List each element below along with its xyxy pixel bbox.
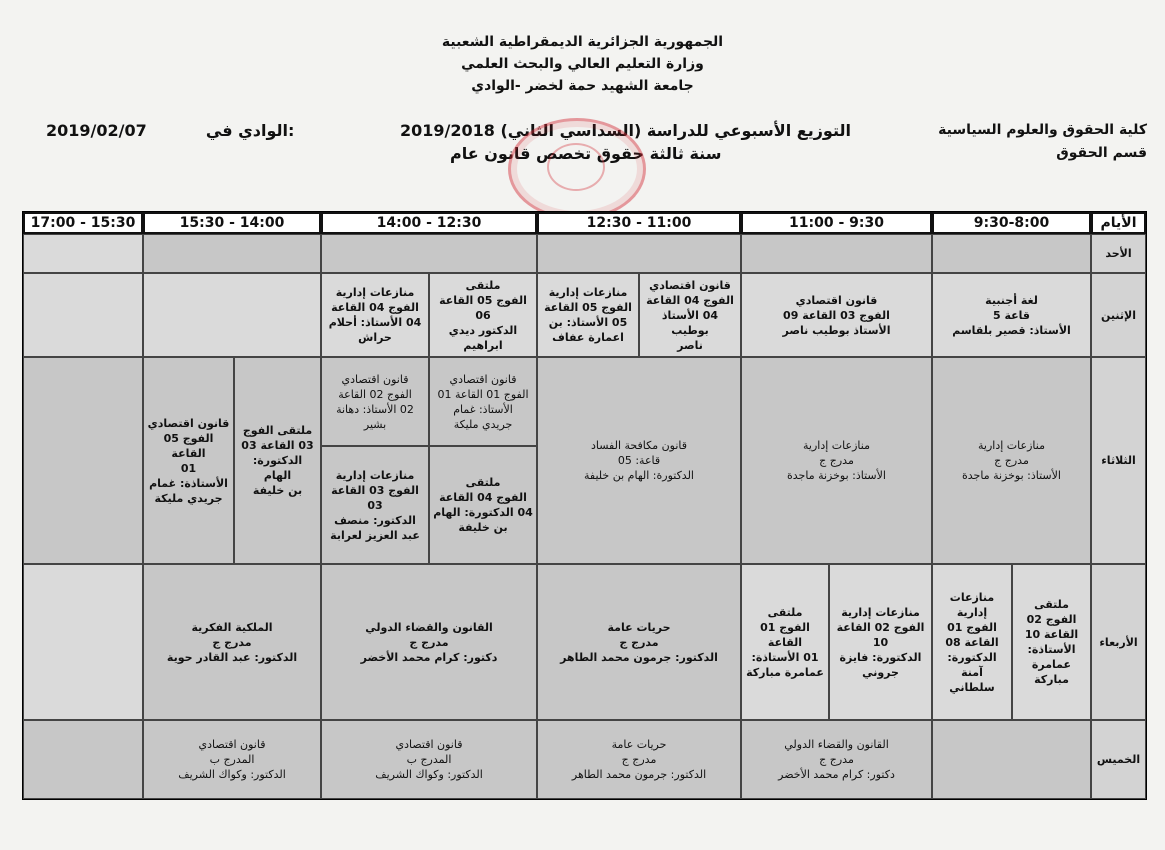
day-monday: الإثنين	[1091, 273, 1146, 357]
day-sunday: الأحد	[1091, 234, 1146, 273]
course-name: قانون اقتصادي	[147, 416, 230, 430]
slot-header-1: 9:30-8:00	[932, 212, 1091, 234]
room-number: 01	[180, 461, 197, 475]
teacher: دكتور: كرام محمد الأخضر	[360, 650, 498, 664]
timetable	[22, 211, 1147, 800]
university-title: جامعة الشهيد حمة لخضر -الوادي	[471, 78, 694, 94]
group-room: الفوج 01 القاعة	[760, 620, 810, 649]
room: مدرج ج	[994, 454, 1029, 467]
group-room: الفوج 01 القاعة 01	[437, 387, 529, 401]
session-cell	[537, 273, 639, 357]
session-cell	[639, 273, 741, 357]
course-name: قانون اقتصادي	[795, 293, 878, 307]
empty-cell	[932, 234, 1091, 273]
course-name: منازعات إدارية	[949, 590, 995, 619]
course-name: منازعات إدارية	[335, 286, 415, 299]
group-room: الفوج 05 القاعة	[544, 301, 632, 314]
teacher-cont: جريدي مليكة	[154, 491, 223, 505]
room: مدرج ج	[819, 753, 854, 766]
day-wednesday: الأربعاء	[1091, 564, 1146, 720]
empty-cell	[23, 234, 143, 273]
group-room: الفوج 04 القاعة	[331, 301, 419, 314]
room: مدرج ج	[212, 635, 252, 649]
group: الفوج 01	[947, 620, 997, 634]
group-room: الفوج 05 القاعة	[163, 431, 214, 460]
course-name: قانون مكافحة الفساد	[590, 439, 688, 452]
teacher: الدكتور: وكواك الشريف	[178, 768, 286, 781]
teacher: 04 الدكتورة: الهام	[433, 506, 533, 519]
room: قاعة 5	[993, 308, 1031, 322]
room: المدرج ب	[209, 753, 255, 766]
teacher: 05 الأستاذ: بن	[548, 316, 628, 329]
room: القاعة 10	[1024, 628, 1079, 641]
course-name: قانون اقتصادي	[649, 278, 731, 292]
place-date-label: الوادي في:	[205, 121, 295, 140]
teacher: الأستاذة:	[1027, 643, 1076, 656]
session-cell	[829, 564, 932, 720]
faculty-name: كلية الحقوق والعلوم السياسية	[938, 122, 1147, 138]
empty-cell	[741, 234, 932, 273]
course-name: ملتقى الفوج	[242, 424, 313, 437]
session-cell	[741, 720, 932, 799]
teacher: 04 الأستاذ بوطيب	[661, 308, 719, 337]
teacher: الأستاذ: بوخزنة ماجدة	[962, 469, 1061, 482]
teacher: الأستاذة: غمام	[149, 476, 228, 490]
teacher: الأستاذ: قصير بلقاسم	[952, 323, 1071, 337]
session-cell	[741, 273, 932, 357]
teacher-cont: اعمارة عفاف	[552, 331, 624, 344]
teacher: الدكتور: منصف	[334, 513, 416, 527]
course-name: منازعات إدارية	[335, 468, 415, 482]
schedule-subtitle: سنة ثالثة حقوق تخصص قانون عام	[450, 144, 722, 163]
teacher-cont: جروني	[862, 665, 899, 679]
teacher-cont: ناصر	[677, 338, 703, 352]
empty-cell	[143, 273, 321, 357]
teacher: الأستاذ: بوخزنة ماجدة	[787, 469, 886, 482]
course-name: منازعات إدارية	[978, 439, 1045, 452]
teacher-cont: سلطاني	[949, 680, 995, 694]
teacher-cont: جريدي مليكة	[453, 417, 513, 431]
room: مدرج ج	[619, 635, 659, 649]
teacher-cont: عمامرة مباركة	[746, 665, 824, 679]
course-name: ملتقى	[465, 476, 501, 489]
official-stamp	[508, 118, 646, 220]
teacher: الدكتورة: آمنة	[947, 650, 997, 679]
course-name: لغة أجنبية	[985, 293, 1038, 307]
session-cell	[143, 357, 234, 564]
group-room: 03 القاعة 03	[241, 439, 314, 452]
session-cell	[1012, 564, 1091, 720]
room: مدرج ج	[621, 753, 657, 766]
teacher-cont: حراش	[358, 331, 392, 344]
slot-header-2: 11:00 - 9:30	[741, 212, 932, 234]
empty-cell	[321, 234, 537, 273]
group: الفوج 02	[1026, 613, 1077, 626]
course-name: منازعات إدارية	[841, 605, 920, 619]
group-room: الفوج 03 القاعة 03	[331, 483, 419, 512]
course-name: منازعات إدارية	[803, 439, 870, 452]
teacher: الدكتور ديدي ابراهيم	[448, 323, 518, 352]
course-name: قانون اقتصادي	[449, 372, 517, 386]
session-cell	[429, 357, 537, 446]
room: الفوج 03 القاعة 09	[783, 308, 890, 322]
session-cell	[321, 720, 537, 799]
empty-cell	[537, 234, 741, 273]
group-room: الفوج 02 القاعة	[338, 387, 412, 401]
republic-title: الجمهورية الجزائرية الديمقراطية الشعبية	[441, 34, 724, 50]
session-cell	[429, 446, 537, 564]
day-thursday: الخميس	[1091, 720, 1146, 799]
slot-header-4: 14:00 - 12:30	[321, 212, 537, 234]
teacher: الدكتورة: الهام بن خليفة	[584, 469, 694, 482]
room: مدرج ج	[409, 635, 449, 649]
teacher-cont: عبد العزيز لعرابة	[330, 528, 420, 542]
empty-cell	[23, 357, 143, 564]
course-name: منازعات إدارية	[548, 286, 628, 299]
group-room: الفوج 04 القاعة	[439, 491, 527, 504]
group-room: الفوج 05 القاعة 06	[439, 293, 527, 322]
session-cell	[741, 357, 932, 564]
empty-cell	[143, 234, 321, 273]
teacher: 02 الأستاذ: دهانة	[336, 402, 414, 416]
teacher: الدكتورة: فايزة	[839, 650, 922, 664]
course-name: حريات عامة	[611, 738, 667, 751]
course-name: القانون والقضاء الدولي	[784, 738, 889, 751]
session-cell	[234, 357, 321, 564]
session-cell	[932, 273, 1091, 357]
teacher-cont: بن خليفة	[458, 521, 508, 534]
days-column-header: الأيام	[1091, 212, 1146, 234]
empty-cell	[23, 564, 143, 720]
session-cell	[321, 273, 429, 357]
course-name: قانون اقتصادي	[198, 738, 266, 751]
session-cell	[143, 564, 321, 720]
empty-cell	[23, 273, 143, 357]
teacher: الدكتور: جرمون محمد الطاهر	[560, 650, 718, 664]
course-name: قانون اقتصادي	[341, 372, 409, 386]
day-tuesday: الثلاثاء	[1091, 357, 1146, 564]
slot-header-3: 12:30 - 11:00	[537, 212, 741, 234]
issue-date	[46, 121, 294, 140]
room: مدرج ج	[819, 454, 854, 467]
course-name: ملتقى	[767, 605, 803, 619]
session-cell	[537, 564, 741, 720]
teacher: الأستاذ: غمام	[453, 402, 513, 416]
empty-cell	[23, 720, 143, 799]
session-cell	[932, 564, 1012, 720]
session-cell	[932, 357, 1091, 564]
teacher: الأستاذ بوطيب ناصر	[782, 323, 891, 337]
teacher: الدكتورة: الهام	[252, 454, 303, 482]
teacher: 01 الأستاذة:	[751, 650, 819, 664]
course-name: القانون والقضاء الدولي	[365, 620, 493, 634]
session-cell	[429, 273, 537, 357]
session-cell	[321, 446, 429, 564]
teacher: دكتور: كرام محمد الأخضر	[778, 768, 895, 781]
session-cell	[741, 564, 829, 720]
session-cell	[321, 564, 537, 720]
course-name: حريات عامة	[607, 620, 671, 634]
session-cell	[537, 720, 741, 799]
room: القاعة 08	[945, 635, 999, 649]
course-name: الملكية الفكرية	[191, 620, 273, 634]
teacher: الدكتور: جرمون محمد الطاهر	[571, 768, 707, 781]
course-name: قانون اقتصادي	[395, 738, 463, 751]
room: المدرج ب	[406, 753, 452, 766]
slot-header-6: 17:00 - 15:30	[23, 212, 143, 234]
teacher: الدكتور: عبد القادر حوية	[166, 650, 298, 664]
slot-header-5: 15:30 - 14:00	[143, 212, 321, 234]
schedule-title: التوزيع الأسبوعي للدراسة (السداسي الثاني) 2019/2018	[400, 121, 851, 140]
teacher: 04 الأستاذ: أحلام	[328, 316, 422, 329]
teacher-cont: عمامرة مباركة	[1031, 658, 1072, 686]
course-name: ملتقى	[465, 278, 501, 292]
room: قاعة: 05	[617, 454, 661, 467]
room-number: 10	[872, 635, 889, 649]
session-cell	[537, 357, 741, 564]
session-cell	[143, 720, 321, 799]
empty-cell	[932, 720, 1091, 799]
teacher: الدكتور: وكواك الشريف	[375, 768, 483, 781]
teacher-cont: بن خليفة	[252, 484, 303, 497]
session-cell	[321, 357, 429, 446]
group-room: الفوج 02 القاعة	[836, 620, 925, 634]
teacher-cont: بشير	[363, 417, 387, 431]
department-name: قسم الحقوق	[1056, 145, 1147, 161]
group-room: الفوج 04 القاعة	[646, 293, 734, 307]
course-name: ملتقى	[1034, 598, 1069, 611]
ministry-title: وزارة التعليم العالي والبحث العلمي	[461, 56, 704, 72]
date-value: 2019/02/07	[46, 121, 147, 140]
